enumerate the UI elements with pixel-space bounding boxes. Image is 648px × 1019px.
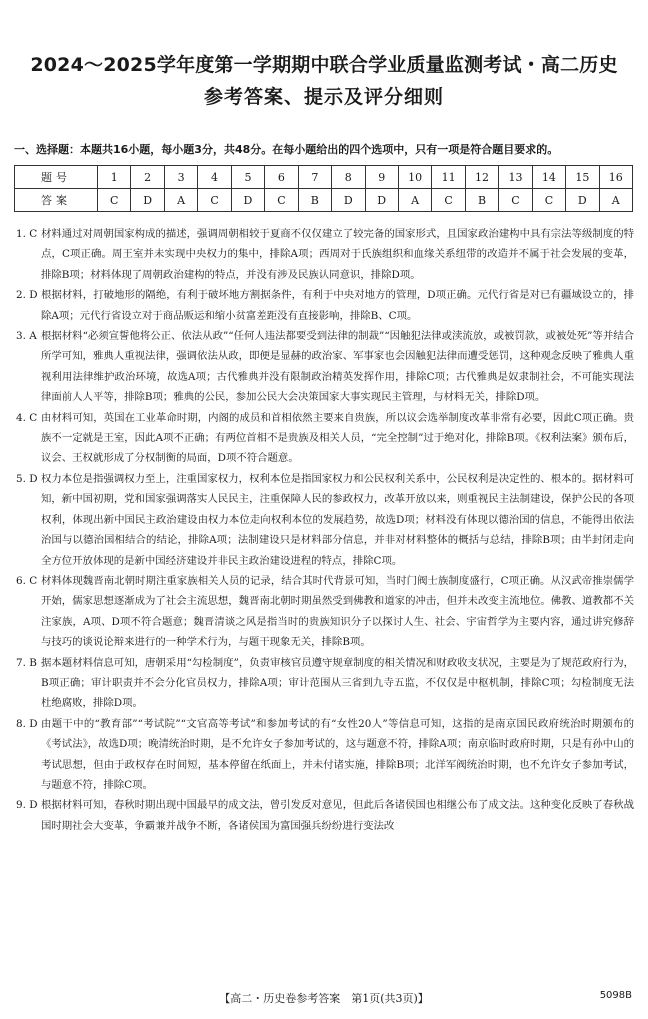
row-label-answer: 答案 bbox=[15, 189, 98, 212]
explanation-text: 由材料可知，英国在工业革命时期，内阁的成员和首相依然主要来自贵族，所以议会选举制度改革非常有必要，因此C项正确。贵族不一定就是王室，因此A项不正确；有两位首相不是贵族及相关人员，“完全控制”过于绝对化，排除B项。《权利法案》颁布后，议会、王权就形成了分权制衡的局面，D项不符合题意。 bbox=[41, 411, 634, 465]
question-number: 16 bbox=[599, 166, 632, 189]
explanation-text: 根据材料“必须宣誓他将公正、依法从政”“任何人违法都要受到法律的制裁”“因触犯法律或渎流放，或被罚款，或被处死”等并结合所学可知，雅典人重视法律，强调依法从政，即便是显赫的政治家、军事家也会因触犯法律而遭受惩罚，这种观念反映了雅典人重视利用法律维护政治环境，故选A项；古代雅典并没有限制政治精英发挥作用，排除C项；古代雅典是奴隶制社会，不可能实现法律面前人人平等，排除B项；雅典的公民，参加公民大会决策国家大事实现民主管理，与材料无关，排除D项。 bbox=[41, 330, 634, 404]
answer-cell: D bbox=[231, 189, 264, 212]
explanation-number: 1. C bbox=[16, 228, 38, 240]
answer-cell: A bbox=[164, 189, 197, 212]
answer-table bbox=[14, 165, 633, 212]
explanation-number: 4. C bbox=[16, 411, 38, 424]
answer-cell: C bbox=[98, 189, 131, 212]
explanation-number: 5. D bbox=[16, 472, 38, 485]
footer-code: 5098B bbox=[599, 990, 632, 1001]
answer-cell: B bbox=[298, 189, 331, 212]
question-number: 10 bbox=[398, 166, 431, 189]
explanation-number: 2. D bbox=[16, 289, 38, 302]
answer-row bbox=[15, 189, 633, 212]
question-number: 6 bbox=[265, 166, 298, 189]
explanation-item bbox=[16, 714, 634, 796]
explanation-text: 根据材料，打破地形的隔绝，有利于破坏地方割据条件，有利于中央对地方的管理，D项正确。元代行省是对已有疆域设立的，排除A项；元代行省设立对于商品贩运和缩小贫富差距没有直接影响，排除B、C项。 bbox=[41, 289, 634, 322]
explanation-item bbox=[16, 653, 634, 714]
explanation-item bbox=[16, 795, 634, 836]
answer-cell: A bbox=[599, 189, 632, 212]
explanation-number: 6. C bbox=[16, 574, 38, 587]
explanations-list bbox=[16, 224, 634, 836]
explanation-item bbox=[16, 571, 634, 653]
question-number: 7 bbox=[298, 166, 331, 189]
question-number-row bbox=[15, 166, 633, 189]
answer-cell: B bbox=[465, 189, 498, 212]
answer-cell: C bbox=[532, 189, 565, 212]
question-number: 9 bbox=[365, 166, 398, 189]
question-number: 2 bbox=[131, 166, 164, 189]
section-heading: 一、选择题：本题共16小题，每小题3分，共48分。在每小题给出的四个选项中，只有一项是符合题目要求的。 bbox=[14, 143, 559, 156]
question-number: 12 bbox=[465, 166, 498, 189]
answer-cell: D bbox=[131, 189, 164, 212]
question-number: 5 bbox=[231, 166, 264, 189]
explanation-text: 由题干中的“教育部”“考试院”“文官高等考试”和参加考试的有“女性20人”等信息可知，这指的是南京国民政府统治时期颁布的《考试法》，故选D项；晚清统治时期，是不允许女子参加考试的，这与题意不符，排除A项；南京临时政府时期，只是有孙中山的考试思想，但由于政权存在时间短，基本停留在纸面上，并未付诸实施，排除B项；北洋军阀统治时期，也不允许女子参加考试，与题意不符，排除C项。 bbox=[41, 717, 634, 791]
row-label-number: 题号 bbox=[15, 166, 98, 189]
explanation-item bbox=[16, 285, 634, 326]
question-number: 15 bbox=[566, 166, 599, 189]
page-subtitle: 参考答案、提示及评分细则 bbox=[203, 86, 444, 108]
answer-cell: C bbox=[265, 189, 298, 212]
explanation-item bbox=[16, 469, 634, 571]
answer-cell: A bbox=[398, 189, 431, 212]
explanation-number: 8. D bbox=[16, 717, 38, 730]
explanation-number: 7. B bbox=[16, 656, 37, 669]
explanation-item bbox=[16, 408, 634, 469]
explanation-text: 权力本位是指强调权力至上，注重国家权力，权利本位是指国家权力和公民权利关系中，公民权利是决定性的、根本的。据材料可知，新中国初期，党和国家强调落实人民民主，注重保障人民的参政权力，改革开放以来，则重视民主法制建设，保护公民的各项权利，体现出新中国民主政治建设由权力本位走向权利本位的发展趋势，故选D项；材料没有体现以德治国的信息，不能得出依法治国与以德治国相结合的结论，排除A项；法制建设只是材料部分信息，并非对材料整体的概括与总结，排除B项；由半封闭走向全方位开放体现的是新中国经济建设并非民主政治建设进程的特点，排除C项。 bbox=[41, 472, 634, 567]
question-number: 8 bbox=[332, 166, 365, 189]
explanation-text: 材料通过对周朝国家构成的描述，强调周朝相较于夏商不仅仅建立了较完备的国家形式，且国家政治建构中具有宗法等级制度的特点，C项正确。周王室并未实现中央权力的集中，排除A项；西周对于氏族组织和血缘关系纽带的改造并不属于社会发展的变革，排除B项；材料体现了周朝政治建构的特点，并没有涉及民族认同意识，排除D项。 bbox=[41, 228, 634, 281]
explanation-number: 9. D bbox=[16, 799, 38, 812]
explanation-text: 根据材料可知，春秋时期出现中国最早的成文法，曾引发反对意见，但此后各诸侯国也相继公布了成文法。这种变化反映了春秋战国时期社会大变革，争霸兼并战争不断，各诸侯国为富国强兵纷纷进行变法改 bbox=[41, 799, 634, 832]
question-number: 11 bbox=[432, 166, 465, 189]
question-number: 4 bbox=[198, 166, 231, 189]
answer-cell: D bbox=[566, 189, 599, 212]
answer-cell: C bbox=[499, 189, 532, 212]
answer-cell: D bbox=[365, 189, 398, 212]
answer-cell: C bbox=[198, 189, 231, 212]
answer-cell: D bbox=[332, 189, 365, 212]
question-number: 13 bbox=[499, 166, 532, 189]
question-number: 3 bbox=[164, 166, 197, 189]
question-number: 14 bbox=[532, 166, 565, 189]
page-title: 2024～2025学年度第一学期期中联合学业质量监测考试・高二历史 bbox=[30, 54, 618, 76]
explanation-number: 3. A bbox=[16, 330, 37, 343]
answer-cell: C bbox=[432, 189, 465, 212]
question-number: 1 bbox=[98, 166, 131, 189]
explanation-text: 材料体现魏晋南北朝时期注重家族相关人员的记录，结合其时代背景可知，当时门阀士族制度盛行，C项正确。从汉武帝推崇儒学开始，儒家思想逐渐成为了社会主流思想，魏晋南北朝时期虽然受到佛教和道家的冲击，但并未改变主流地位。佛教、道教都不关注家族，A项、D项不符合题意；魏晋清谈之风是指当时的贵族知识分子以探讨人生、社会、宇宙哲学为主要内容，通过讲究修辞与技巧的谈说论辩来进行的一种学术行为，与题干现象无关，排除B项。 bbox=[41, 574, 634, 649]
explanation-item bbox=[16, 224, 634, 285]
explanation-text: 据本题材料信息可知，唐朝采用“勾检制度”，负责审核官员遵守规章制度的相关情况和财政收支状况，主要是为了规范政府行为，B项正确；审计职责并不会分化官员权力，排除A项；审计范围从三省到九寺五监，不仅仅是中枢机制，排除C项；勾检制度无法杜绝腐败，排除D项。 bbox=[41, 656, 634, 710]
explanation-item bbox=[16, 326, 634, 408]
footer-page-info: 【高二・历史卷参考答案 第1页(共3页)】 bbox=[219, 992, 429, 1005]
